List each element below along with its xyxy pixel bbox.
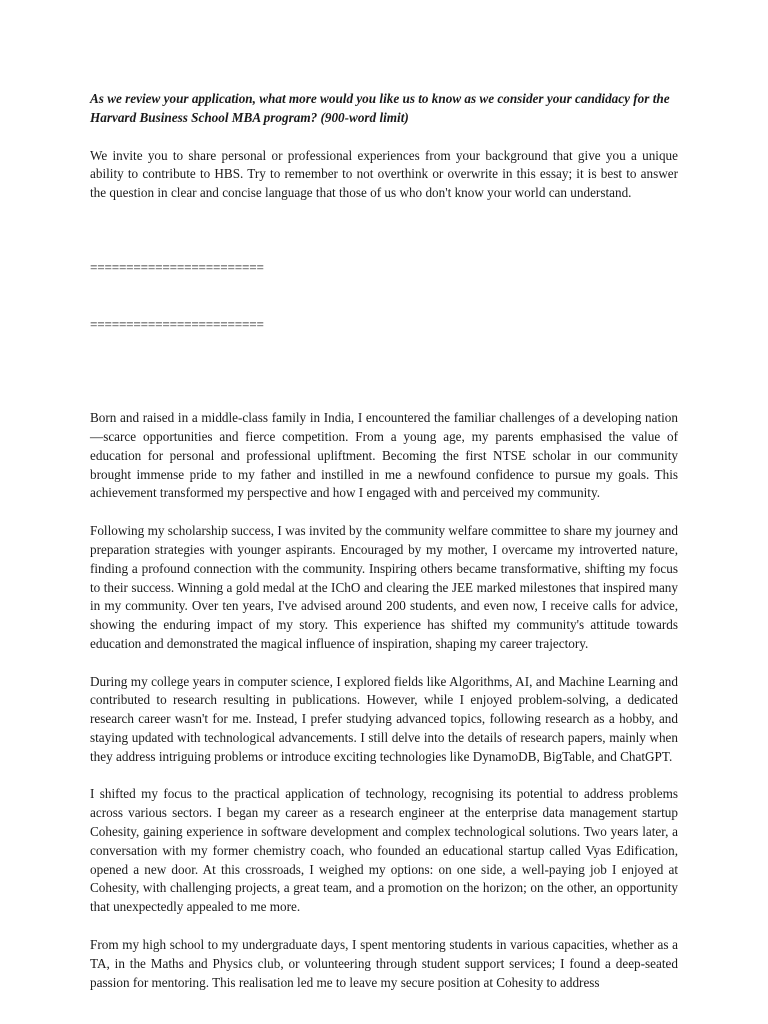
- essay-paragraph: Following my scholarship success, I was invited by the community welfare committee to share my journey and preparation strategies with younger aspirants. Encouraged by my mother, I overcame my introverted nature, finding a profound connection with the community. Inspiring others became transformative, shifting my focus to their success. Winning a gold medal at the IChO and clearing the JEE marked milestones that inspired many in my community. Over ten years, I've advised around 200 students, and even now, I receive calls for advice, showing the enduring impact of my story. This experience has shifted my community's attitude towards education and demonstrated the magical influence of inspiration, shaping my career trajectory.: [90, 523, 678, 651]
- essay-page: [90, 90, 678, 1011]
- separator-line: ========================: [90, 260, 264, 276]
- separator: [90, 222, 678, 372]
- essay-instructions: We invite you to share personal or professional experiences from your background that give you a unique ability to contribute to HBS. Try to remember to not overthink or overwrite in this essay; it is best to answer the question in clear and concise language that those of us who don't know your world can understand.: [90, 147, 678, 201]
- essay-prompt: As we review your application, what more would you like us to know as we consider your candidacy for the Harvard Business School MBA program? (900-word limit): [90, 91, 670, 125]
- essay-paragraph: Born and raised in a middle-class family in India, I encountered the familiar challenges of a developing nation—scarce opportunities and fierce competition. From a young age, my parents emphasised the value of education for personal and professional upliftment. Becoming the first NTSE scholar in our community brought immense pride to my father and instilled in me a newfound confidence to pursue my goals. This achievement transformed my perspective and how I engaged with and perceived my community.: [90, 410, 678, 501]
- essay-paragraph: During my college years in computer science, I explored fields like Algorithms, AI, and Machine Learning and contributed to research resulting in publications. However, while I enjoyed problem-solving, a dedicated research career wasn't for me. Instead, I prefer studying advanced topics, following research as a hobby, and staying updated with technological advancements. I still delve into the details of research papers, mainly when they address intriguing problems or introduce exciting technologies like DynamoDB, BigTable, and ChatGPT.: [90, 673, 678, 764]
- essay-paragraph: From my high school to my undergraduate days, I spent mentoring students in various capacities, whether as a TA, in the Maths and Physics club, or volunteering through student support services; I found a deep-seated passion for mentoring. This realisation led me to leave my secure position at Cohesity to address: [90, 936, 678, 990]
- essay-paragraph: I shifted my focus to the practical application of technology, recognising its potential to address problems across various sectors. I began my career as a research engineer at the enterprise data management startup Cohesity, gaining experience in software development and complex technological solutions. Two years later, a conversation with my former chemistry coach, who founded an educational startup called Vyas Edification, opened a new door. At this crossroads, I weighed my options: on one side, a well-paying job I enjoyed at Cohesity, with challenging projects, a great team, and a promotion on the horizon; on the other, an opportunity that unexpectedly appealed to me more.: [90, 786, 678, 915]
- separator-line: ========================: [90, 316, 264, 332]
